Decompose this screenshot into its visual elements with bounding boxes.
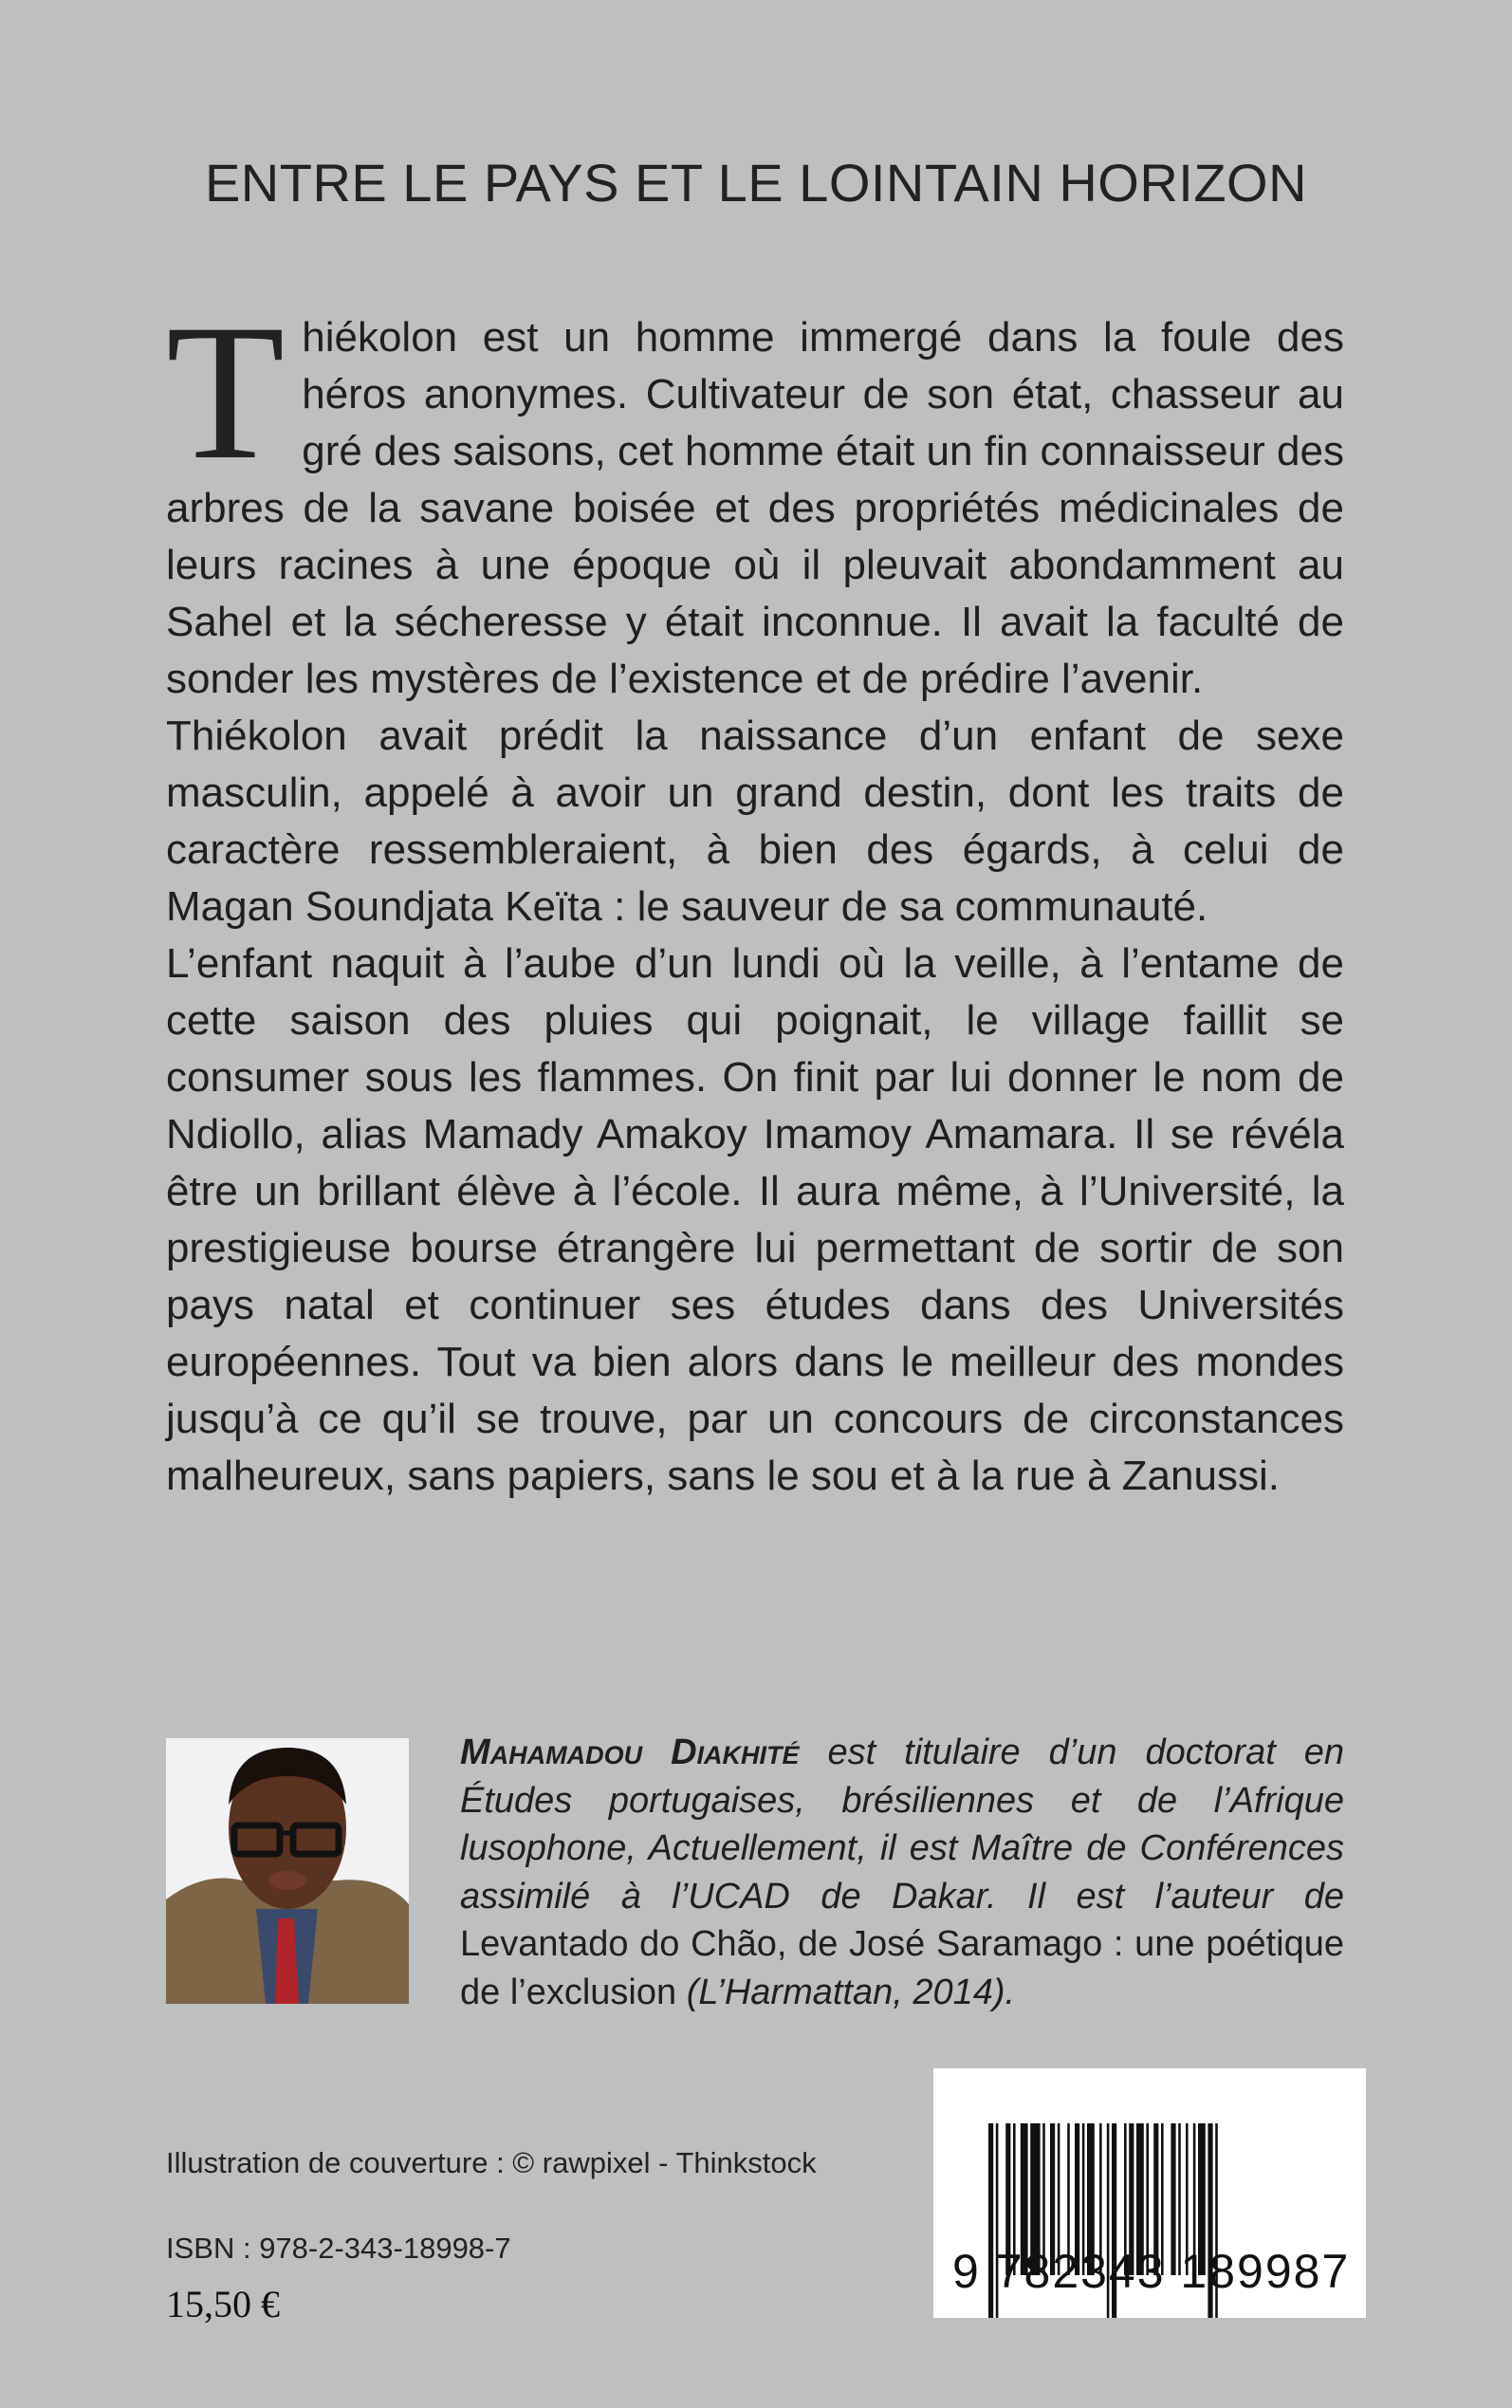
barcode-number: 9 782343 189987 xyxy=(952,2245,1351,2298)
price: 15,50 € xyxy=(166,2283,280,2325)
author-name xyxy=(460,1732,800,1772)
summary-text xyxy=(166,285,1344,1505)
barcode xyxy=(933,2068,1366,2318)
isbn: ISBN : 978-2-343-18998-7 xyxy=(166,2232,511,2265)
author-photo xyxy=(166,1738,409,2004)
author-bio xyxy=(460,1729,1344,2016)
summary-p1-text: hiékolon est un homme immergé dans la foule des héros anonymes. Cultivateur de son état, chasseur au gré des saisons, cet homme était un fin connaisseur des arbres de la savane boisée et des propriétés médicinales de leurs racines à une époque où il pleuvait abondamment au Sahel et la sécheresse y était inconnue. Il avait la faculté de sonder les mystères de l’existence et de prédire l’avenir. xyxy=(166,314,1344,702)
previous-book-title: Levantado do Chão, de José Saramago : une poétique de l’exclusion xyxy=(460,1924,1344,2012)
author-first-name: Mahamadou xyxy=(460,1732,643,1772)
cover-credit: Illustration de couverture : © rawpixel - Thinkstock xyxy=(166,2146,817,2179)
bio-text: est titulaire d’un doctorat en Études portugaises, brésiliennes et de l’Afrique lusophone, Actuellement, il est Maître de Conférences assimilé à l’UCAD de Dakar. Il est l’auteur de xyxy=(460,1732,1344,1917)
author-last-name: Diakhité xyxy=(671,1732,800,1772)
drop-cap: T xyxy=(166,285,286,500)
publisher-note: (L’Harmattan, 2014). xyxy=(676,1972,1016,2012)
summary-paragraph-1 xyxy=(166,285,1344,708)
book-title: ENTRE LE PAYS ET LE LOINTAIN HORIZON xyxy=(204,153,1308,213)
summary-paragraph-3: L’enfant naquit à l’aube d’un lundi où la veille, à l’entame de cette saison des pluies qui poignait, le village faillit se consumer sous les flammes. On finit par lui donner le nom de Ndiollo, alias Mamady Amakoy Imamoy Amamara. Il se révéla être un brillant élève à l’école. Il aura même, à l’Université, la prestigieuse bourse étrangère lui permettant de sortir de son pays natal et continuer ses études dans des Universités européennes. Tout va bien alors dans le meilleur des mondes jusqu’à ce qu’il se trouve, par un concours de circonstances malheureux, sans papiers, sans le sou et à la rue à Zanussi. xyxy=(166,940,1344,1499)
summary-paragraph-2: Thiékolon avait prédit la naissance d’un enfant de sexe masculin, appelé à avoir un grand destin, dont les traits de caractère ressembleraient, à bien des égards, à celui de Magan Soundjata Keïta : le sauveur de sa communauté. xyxy=(166,713,1344,930)
